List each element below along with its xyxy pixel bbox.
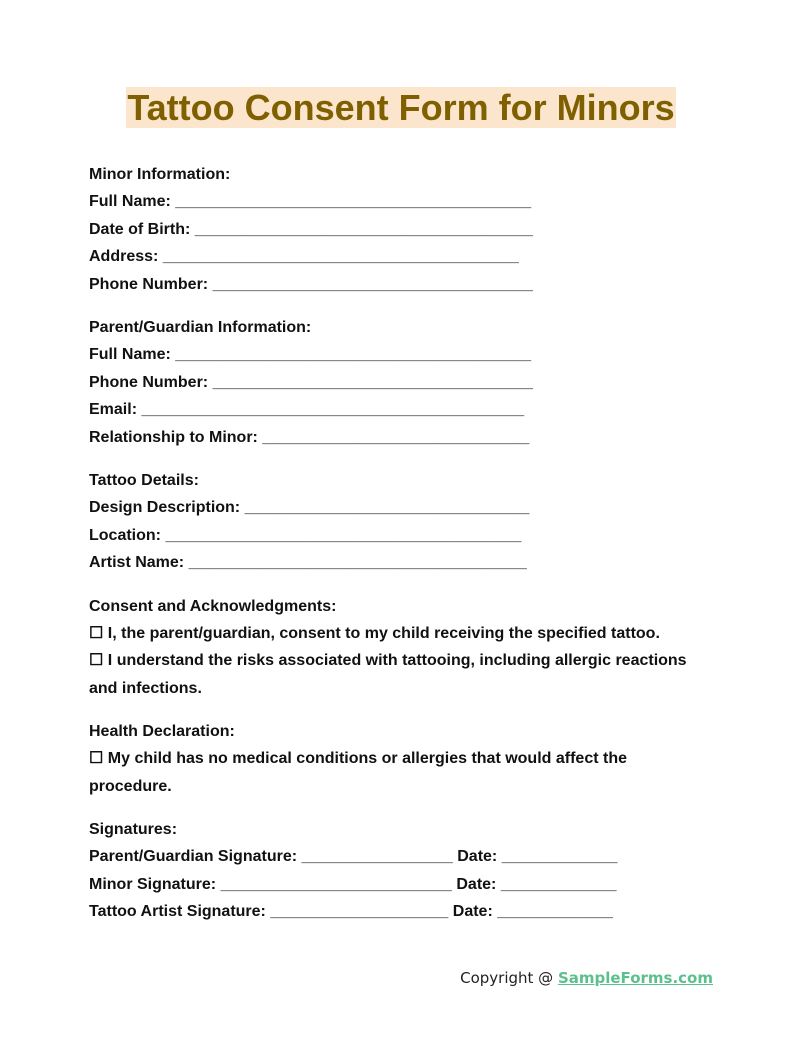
health-text: My child has no medical conditions or allergies that would affect the procedure. <box>89 750 627 795</box>
field-guardian-relationship[interactable] <box>89 424 709 452</box>
section-minor-information <box>89 161 709 298</box>
field-design-description[interactable] <box>89 494 709 522</box>
checkbox-icon[interactable]: ☐ <box>89 750 104 767</box>
section-health-declaration <box>89 718 709 800</box>
field-label: Location: <box>89 526 161 544</box>
blank-line[interactable]: ___________________________________________ <box>141 401 525 418</box>
consent-item-guardian-consent[interactable] <box>89 620 709 648</box>
field-minor-phone-number[interactable] <box>89 271 709 299</box>
checkbox-icon[interactable]: ☐ <box>89 652 104 669</box>
section-heading: Tattoo Details: <box>89 472 199 489</box>
date-blank[interactable]: _____________ <box>500 875 617 893</box>
signature-label: Parent/Guardian Signature: <box>89 848 298 865</box>
section-heading: Minor Information: <box>89 166 231 183</box>
field-location[interactable] <box>89 522 709 550</box>
signature-row-minor[interactable] <box>89 871 709 899</box>
date-blank[interactable]: _____________ <box>497 903 613 920</box>
section-guardian-information <box>89 314 709 451</box>
signature-row-guardian[interactable] <box>89 843 709 871</box>
field-guardian-phone-number[interactable] <box>89 369 709 397</box>
form-body <box>89 161 709 942</box>
section-signatures <box>89 816 709 926</box>
blank-line[interactable]: ______________________________________ <box>194 220 533 238</box>
field-label: Address: <box>89 248 159 265</box>
field-guardian-email[interactable] <box>89 396 709 424</box>
field-label: Relationship to Minor: <box>89 428 258 446</box>
date-label: Date: <box>456 875 497 893</box>
signature-blank[interactable]: _________________ <box>301 848 453 865</box>
section-consent <box>89 593 709 703</box>
checkbox-icon[interactable]: ☐ <box>89 624 104 642</box>
field-label: Full Name: <box>89 346 171 363</box>
health-item-no-conditions[interactable] <box>89 745 709 800</box>
field-guardian-full-name[interactable] <box>89 341 709 369</box>
field-minor-address[interactable] <box>89 243 709 271</box>
copyright-text: Copyright @ <box>460 969 558 987</box>
title-container <box>0 87 805 128</box>
field-label: Artist Name: <box>89 554 185 571</box>
blank-line[interactable]: ____________________________________ <box>212 373 533 391</box>
field-label: Email: <box>89 401 138 418</box>
signature-blank[interactable]: __________________________ <box>220 875 452 893</box>
signature-row-artist[interactable] <box>89 898 709 926</box>
date-label: Date: <box>452 903 493 920</box>
blank-line[interactable]: ________________________________________ <box>162 248 519 265</box>
consent-text: I, the parent/guardian, consent to my child receiving the specified tattoo. <box>107 624 660 642</box>
blank-line[interactable]: ______________________________________ <box>188 554 527 571</box>
signature-blank[interactable]: ____________________ <box>270 903 449 920</box>
blank-line[interactable]: ________________________________________ <box>165 526 522 544</box>
blank-line[interactable]: ____________________________________ <box>212 275 533 293</box>
blank-line[interactable]: ________________________________________ <box>175 193 532 210</box>
section-heading: Parent/Guardian Information: <box>89 319 312 336</box>
blank-line[interactable]: ________________________________ <box>244 499 530 516</box>
page-title: Tattoo Consent Form for Minors <box>127 87 675 128</box>
sampleforms-link[interactable]: SampleForms.com <box>557 969 713 987</box>
blank-line[interactable]: ________________________________________ <box>175 346 532 363</box>
field-artist-name[interactable] <box>89 549 709 577</box>
field-label: Full Name: <box>89 193 171 210</box>
section-heading: Consent and Acknowledgments: <box>89 597 337 615</box>
field-label: Design Description: <box>89 499 241 516</box>
field-label: Date of Birth: <box>89 220 191 238</box>
signature-label: Tattoo Artist Signature: <box>89 903 266 920</box>
blank-line[interactable]: ______________________________ <box>262 428 530 446</box>
section-heading: Signatures: <box>89 821 178 838</box>
footer-copyright <box>460 967 713 989</box>
consent-item-risks[interactable] <box>89 647 709 702</box>
section-heading: Health Declaration: <box>89 723 235 740</box>
consent-text: I understand the risks associated with tattooing, including allergic reactions and infections. <box>89 652 687 697</box>
date-label: Date: <box>457 848 498 865</box>
signature-label: Minor Signature: <box>89 875 217 893</box>
field-minor-date-of-birth[interactable] <box>89 216 709 244</box>
field-minor-full-name[interactable] <box>89 188 709 216</box>
field-label: Phone Number: <box>89 275 209 293</box>
section-tattoo-details <box>89 467 709 577</box>
field-label: Phone Number: <box>89 373 209 391</box>
date-blank[interactable]: _____________ <box>501 848 618 865</box>
